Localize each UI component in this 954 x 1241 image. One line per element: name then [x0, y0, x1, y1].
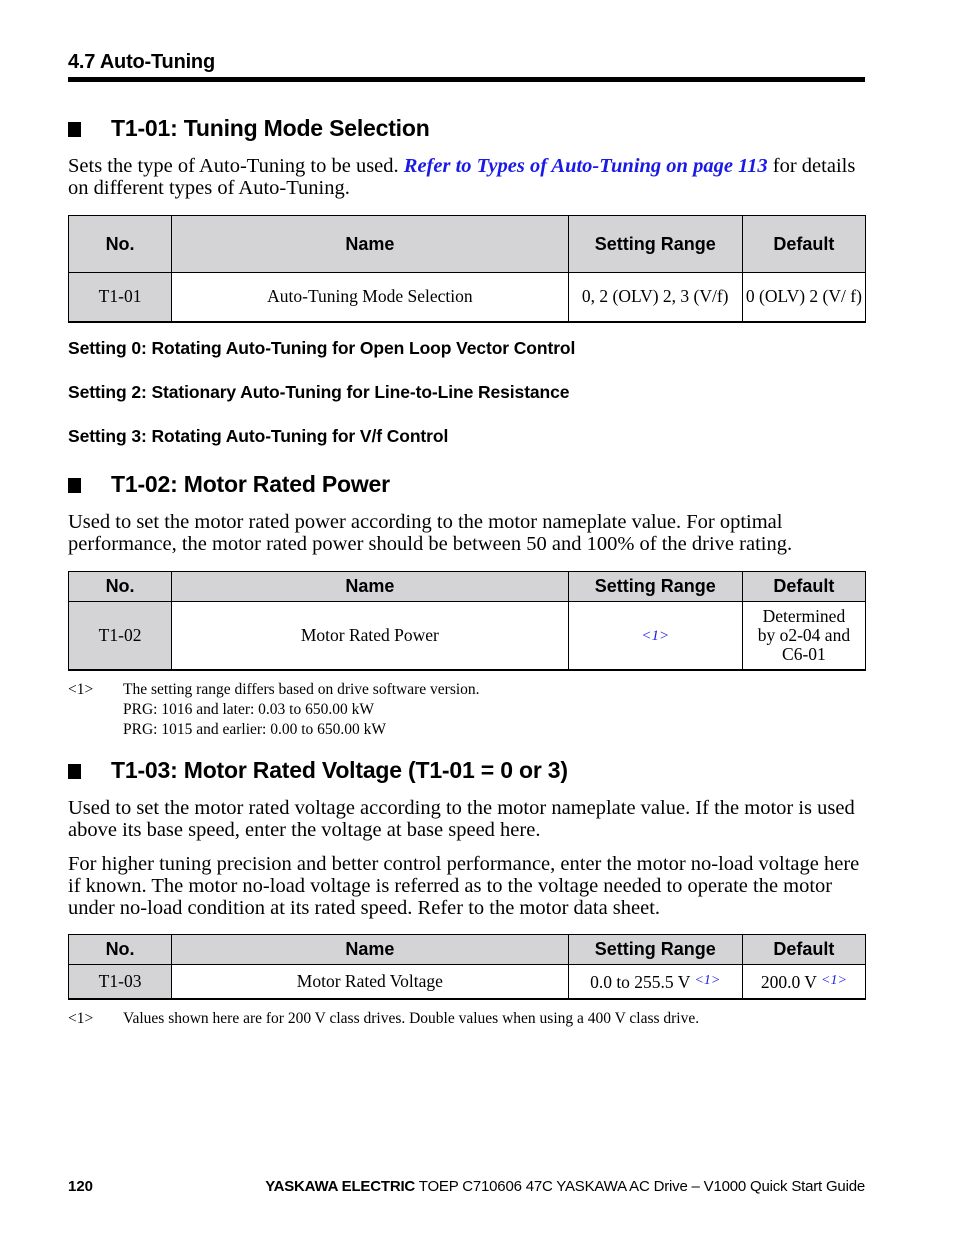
- header-name: Name: [172, 935, 568, 965]
- footnote-text: PRG: 1016 and later: 0.03 to 650.00 kW: [123, 701, 374, 718]
- section-heading-t1-02: [68, 471, 390, 498]
- cell-name: Auto-Tuning Mode Selection: [172, 273, 568, 322]
- section-heading-t1-03: [68, 757, 568, 784]
- header-default: Default: [742, 935, 865, 965]
- footnote-mark: <1>: [68, 681, 94, 698]
- header-default: Default: [742, 572, 865, 602]
- footnote-ref-link[interactable]: <1>: [694, 972, 721, 988]
- section-intro2-t1-03: For higher tuning precision and better control performance, enter the motor no-load voltage here if known. The motor no-load voltage is referred as to the voltage needed to operate the motor under no-load condition at its rated speed. Refer to the motor data sheet.: [68, 853, 860, 919]
- footer-doc-info: [265, 1178, 865, 1195]
- cell-default: [742, 602, 865, 670]
- setting-2-heading: Setting 2: Stationary Auto-Tuning for Line-to-Line Resistance: [68, 382, 570, 402]
- header-no: No.: [69, 216, 172, 273]
- footnote-ref-link[interactable]: <1>: [641, 627, 670, 644]
- section-title: T1-03: Motor Rated Voltage (T1-01 = 0 or 3): [111, 757, 568, 783]
- header-rule: [68, 77, 865, 82]
- footnote-text: The setting range differs based on drive software version.: [123, 681, 480, 698]
- default-value: 200.0 V: [760, 971, 822, 992]
- cell-setting-range: 0, 2 (OLV) 2, 3 (V/f): [568, 273, 742, 322]
- footer-brand: YASKAWA ELECTRIC: [265, 1178, 416, 1195]
- default-line: by o2-04 and: [757, 624, 851, 645]
- footer-doc-text: TOEP C710606 47C YASKAWA AC Drive – V1000 Quick Start Guide: [415, 1178, 865, 1195]
- table-row: [69, 965, 866, 999]
- header-name: Name: [172, 216, 568, 273]
- footnote-ref-link[interactable]: <1>: [821, 972, 847, 988]
- footnote-text: PRG: 1015 and earlier: 0.00 to 650.00 kW: [123, 721, 387, 738]
- square-bullet-icon: [68, 478, 81, 493]
- section-title: T1-02: Motor Rated Power: [111, 471, 390, 497]
- square-bullet-icon: [68, 764, 81, 779]
- cell-no: T1-01: [69, 273, 172, 322]
- cell-default: [742, 965, 865, 999]
- intro-text: Sets the type of Auto-Tuning to be used.: [68, 155, 404, 177]
- default-line: C6-01: [782, 643, 826, 664]
- default-line: Determined: [762, 605, 846, 626]
- cell-name: Motor Rated Power: [172, 602, 568, 670]
- header-no: No.: [69, 935, 172, 965]
- range-value: 0.0 to 255.5 V: [590, 971, 695, 992]
- cell-setting-range: [568, 965, 742, 999]
- header-no: No.: [69, 572, 172, 602]
- footnote-text: Values shown here are for 200 V class drives. Double values when using a 400 V class drive.: [123, 1010, 700, 1027]
- table-row: [69, 273, 866, 322]
- section-intro-t1-03: Used to set the motor rated voltage according to the motor nameplate value. If the motor is used above its base speed, enter the voltage at base speed here.: [68, 797, 855, 841]
- table-row: [69, 602, 866, 670]
- section-intro-t1-01: [68, 155, 868, 199]
- table-header-row: [69, 572, 866, 602]
- parameter-table-t1-03: [68, 934, 866, 1000]
- setting-0-heading: Setting 0: Rotating Auto-Tuning for Open Loop Vector Control: [68, 338, 576, 358]
- section-title: T1-01: Tuning Mode Selection: [111, 115, 430, 141]
- table-header-row: [69, 935, 866, 965]
- chapter-title: 4.7 Auto-Tuning: [68, 51, 215, 73]
- cell-no: T1-02: [69, 602, 172, 670]
- table-header-row: [69, 216, 866, 273]
- header-setting-range: Setting Range: [568, 572, 742, 602]
- square-bullet-icon: [68, 122, 81, 137]
- section-intro-t1-02: Used to set the motor rated power according to the motor nameplate value. For optimal performance, the motor rated power should be between 50 and 100% of the drive rating.: [68, 511, 793, 555]
- footnote-mark: <1>: [68, 1010, 94, 1027]
- section-heading-t1-01: [68, 115, 430, 142]
- header-setting-range: Setting Range: [568, 216, 742, 273]
- header-default: Default: [742, 216, 865, 273]
- cell-name: Motor Rated Voltage: [172, 965, 568, 999]
- page-number: 120: [68, 1178, 94, 1195]
- footnote-t1-02: [68, 680, 480, 740]
- types-of-auto-tuning-link[interactable]: Refer to Types of Auto-Tuning on page 113: [403, 155, 768, 177]
- intro-text-after: for details on different types of Auto-Tuning.: [68, 155, 856, 199]
- cell-no: T1-03: [69, 965, 172, 999]
- cell-setting-range: [568, 602, 742, 670]
- header-setting-range: Setting Range: [568, 935, 742, 965]
- cell-default: 0 (OLV) 2 (V/ f): [742, 273, 865, 322]
- header-name: Name: [172, 572, 568, 602]
- footnote-t1-03: [68, 1009, 699, 1029]
- parameter-table-t1-01: [68, 215, 866, 323]
- parameter-table-t1-02: [68, 571, 866, 671]
- setting-3-heading: Setting 3: Rotating Auto-Tuning for V/f Control: [68, 426, 449, 446]
